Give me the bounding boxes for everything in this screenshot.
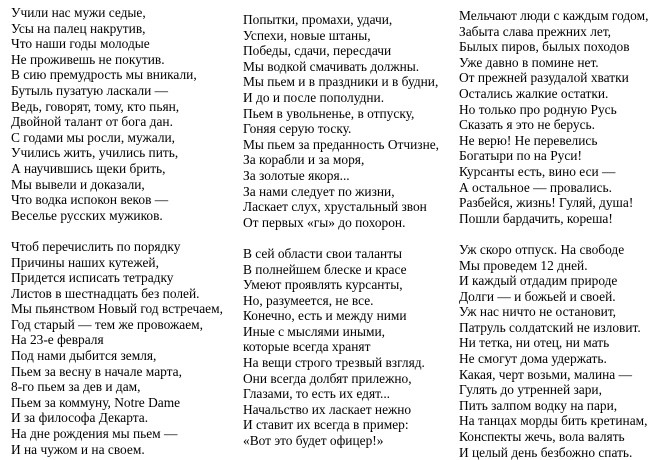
poem-line: Успехи, новые штаны,: [243, 27, 371, 43]
poem-line: Год старый — тем же провожаем,: [11, 316, 203, 332]
poem-line: 8-го пьем за дев и дам,: [11, 379, 141, 395]
poem-line: С годами мы росли, мужали,: [11, 129, 176, 145]
stanza: [243, 12, 439, 230]
poem-line: Попытки, промахи, удачи,: [243, 12, 393, 27]
poem-line: На танцах морды бить кретинам,: [459, 413, 648, 429]
poem-line: Пьем за коммуну, Notre Dame: [11, 394, 181, 410]
poem-line: Что наши годы молодые: [11, 36, 150, 52]
poem-line: «Вот это будет офицер!»: [243, 433, 384, 449]
poem-line: Гулять до утренней зари,: [459, 382, 602, 398]
poem-line: Остались жалкие остатки.: [459, 85, 609, 101]
poem-line: Пьем в увольненье, в отпуску,: [243, 105, 415, 121]
stanza: [11, 5, 223, 223]
poem-line: Мы пьем за преданность Отчизне,: [243, 136, 440, 152]
poem-line: Они всегда долбят прилежно,: [243, 370, 412, 386]
poem-line: Конспекты жечь, вола валять: [459, 429, 625, 445]
poem-line: В сию премудрость мы вникали,: [11, 67, 197, 83]
poem-line: Богатыри по на Руси!: [459, 148, 582, 164]
poem-line: Мы пьянством Новый год встречаем,: [11, 301, 223, 317]
poem-line: И ставит их всегда в пример:: [243, 417, 409, 433]
poem-line: Начальство их ласкает нежно: [243, 401, 412, 417]
poem-line: Умеют проявлять курсанты,: [243, 277, 403, 293]
poem-line: Веселье русских мужиков.: [11, 207, 163, 223]
poem-line: Учили нас мужи седые,: [11, 5, 146, 20]
poem-line: И за философа Декарта.: [11, 410, 149, 426]
poem-line: Долги — и божьей и своей.: [459, 288, 616, 304]
poem-line: Листов в шестнадцать без полей.: [11, 285, 200, 301]
poem-line: За корабли и за моря,: [243, 152, 365, 168]
poem-line: Былых пиров, былых походов: [459, 39, 630, 55]
poem-line: На 23-е февраля: [11, 332, 104, 348]
poem-line: Уж скоро отпуск. На свободе: [459, 241, 625, 257]
poem-line: Победы, сдачи, пересдачи: [243, 43, 392, 59]
poem-line: Бутыль пузатую ласкали —: [11, 82, 169, 98]
poem-line: Какая, черт возьми, малина —: [459, 366, 632, 382]
poem-line: Чтоб перечислить по порядку: [11, 238, 181, 254]
poem-line: Пьем за весну в начале марта,: [11, 363, 182, 379]
stanza: [11, 239, 223, 457]
poem-line: Разбейся, жизнь! Гуляй, душа!: [459, 195, 634, 211]
poem-line: Ведь, говорят, тому, кто пьян,: [11, 98, 180, 114]
poem-line: За нами следует по жизни,: [243, 183, 395, 199]
poem-line: Иные с мыслями иными,: [243, 323, 385, 339]
poem-line: Придется исписать тетрадку: [11, 270, 174, 286]
poem-line: Под нами дыбится земля,: [11, 348, 157, 364]
poem-line: Мы пьем и в праздники и в будни,: [243, 74, 439, 90]
poem-line: Гоняя серую тоску.: [243, 121, 352, 137]
poem-line: Но только про родную Русь: [459, 101, 617, 117]
poem-line: Мы водкой смачивать должны.: [243, 58, 420, 74]
poem-line: И каждый отдадим природе: [459, 273, 618, 289]
poem-line: Курсанты есть, вино еси —: [459, 163, 616, 179]
poem-line: Ласкает слух, хрустальный звон: [243, 199, 427, 215]
poem-line: Уже давно в помине нет.: [459, 54, 599, 70]
stanza: [459, 8, 648, 226]
poem-column-2: [243, 12, 439, 449]
poem-line: Пошли бардачить, кореша!: [459, 210, 613, 226]
poem-line: Усы на палец накрутив,: [11, 20, 146, 36]
poem-line: Ни тетка, ни отец, ни мать: [459, 335, 610, 351]
poem-line: Пить залпом водку на пари,: [459, 397, 618, 413]
poem-line: А остальное — провались.: [459, 179, 612, 195]
poem-line: Не смогут дома удержать.: [459, 351, 607, 367]
poem-line: Мельчают люди с каждым годом,: [459, 8, 649, 23]
poem-line: От первых «гы» до похорон.: [243, 214, 406, 230]
poem-line: Патруль солдатский не изловит.: [459, 319, 641, 335]
stanza: [459, 242, 648, 460]
poem-line: За золотые якоря...: [243, 167, 350, 183]
poem-line: И на чужом и на своем.: [11, 441, 145, 457]
poem-column-3: [459, 8, 648, 460]
poem-line: Причины наших кутежей,: [11, 254, 159, 270]
poem-line: На вещи строго трезвый взгляд.: [243, 355, 425, 371]
poem-line: И до и после пополудни.: [243, 89, 385, 105]
poem-line: И целый день безбожно спать.: [459, 444, 633, 460]
poem-line: В полнейшем блеске и красе: [243, 261, 407, 277]
poem-line: Что водка испокон веков —: [11, 192, 169, 208]
poem-line: Но, разумеется, не все.: [243, 292, 374, 308]
poem-line: В сей области свои таланты: [243, 245, 403, 261]
poem-line: Глазами, то есть их едят...: [243, 386, 391, 402]
poem-line: Двойной талант от бога дан.: [11, 114, 173, 130]
poem-line: Не верю! Не перевелись: [459, 132, 598, 148]
poem-line: которые всегда хранят: [243, 339, 371, 355]
poem-line: Конечно, есть и между ними: [243, 308, 407, 324]
poem-column-1: [11, 5, 223, 457]
poem-line: От прежней разудалой хватки: [459, 70, 629, 86]
poem-line: Мы проведем 12 дней.: [459, 257, 588, 273]
poem-line: Учились жить, учились пить,: [11, 145, 179, 161]
poem-line: Уж нас ничто не остановит,: [459, 304, 617, 320]
poem-line: А научившись щеки брить,: [11, 160, 166, 176]
poem-line: Не проживешь не покутив.: [11, 51, 165, 67]
stanza: [243, 246, 439, 449]
poem-line: Мы вывели и доказали,: [11, 176, 145, 192]
poem-line: Сказать я это не берусь.: [459, 117, 595, 133]
poem-line: Забыта слава прежних лет,: [459, 23, 612, 39]
poem-line: На дне рождения мы пьем —: [11, 426, 178, 442]
